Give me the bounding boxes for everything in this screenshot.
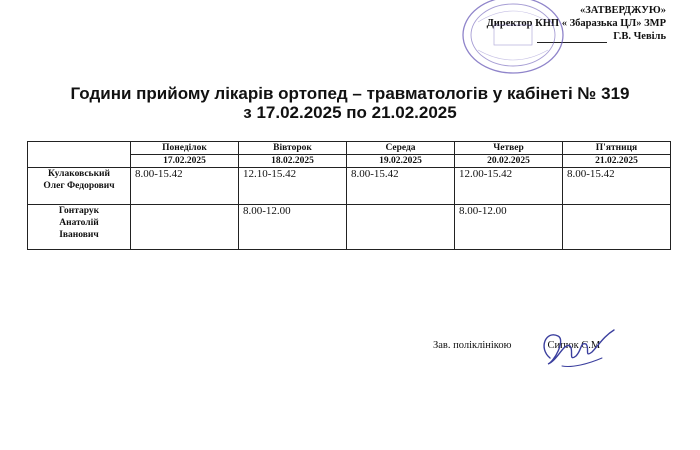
doctor-surname: Гонтарук <box>58 206 100 216</box>
time-cell: 8.00-15.42 <box>347 168 455 205</box>
doctor-surname: Кулаковський <box>47 169 110 179</box>
date-header: 20.02.2025 <box>455 155 563 168</box>
time-cell: 8.00-15.42 <box>131 168 239 205</box>
day-header: Вівторок <box>239 142 347 155</box>
time-cell: 8.00-12.00 <box>455 205 563 250</box>
page-title <box>0 84 700 122</box>
time-cell: 12.00-15.42 <box>455 168 563 205</box>
doctor-given-names: Олег Федорович <box>43 181 115 191</box>
time-cell: 8.00-12.00 <box>239 205 347 250</box>
footer-name: Сипюк С.М <box>547 340 601 351</box>
doctor-name <box>28 168 131 205</box>
schedule-table <box>27 141 671 250</box>
day-header-row <box>28 142 671 155</box>
date-header: 17.02.2025 <box>131 155 239 168</box>
approval-position: Директор КНП « Збаразька ЦЛ» ЗМР <box>486 18 666 29</box>
table-row <box>28 205 671 250</box>
official-stamp <box>458 0 568 78</box>
approval-heading: «ЗАТВЕРДЖУЮ» <box>580 5 666 16</box>
time-cell: 8.00-15.42 <box>563 168 671 205</box>
handwritten-signature <box>528 318 618 378</box>
time-cell <box>347 205 455 250</box>
title-line-2: з 17.02.2025 по 21.02.2025 <box>243 103 457 122</box>
date-header: 18.02.2025 <box>239 155 347 168</box>
date-header: 21.02.2025 <box>563 155 671 168</box>
approval-signer: Г.В. Чевіль <box>613 31 666 42</box>
footer-position: Зав. поліклінікою <box>433 340 512 351</box>
time-cell: 12.10-15.42 <box>239 168 347 205</box>
title-line-1: Години прийому лікарів ортопед – травматологів у кабінеті № 319 <box>70 84 630 103</box>
doctor-patronymic: Іванович <box>59 230 99 240</box>
date-header: 19.02.2025 <box>347 155 455 168</box>
day-header: Середа <box>347 142 455 155</box>
corner-cell <box>28 142 131 168</box>
time-cell <box>563 205 671 250</box>
day-header: Понеділок <box>131 142 239 155</box>
time-cell <box>131 205 239 250</box>
table-row <box>28 168 671 205</box>
day-header: П'ятниця <box>563 142 671 155</box>
day-header: Четвер <box>455 142 563 155</box>
doctor-name <box>28 205 131 250</box>
doctor-first-name: Анатолій <box>59 218 99 228</box>
